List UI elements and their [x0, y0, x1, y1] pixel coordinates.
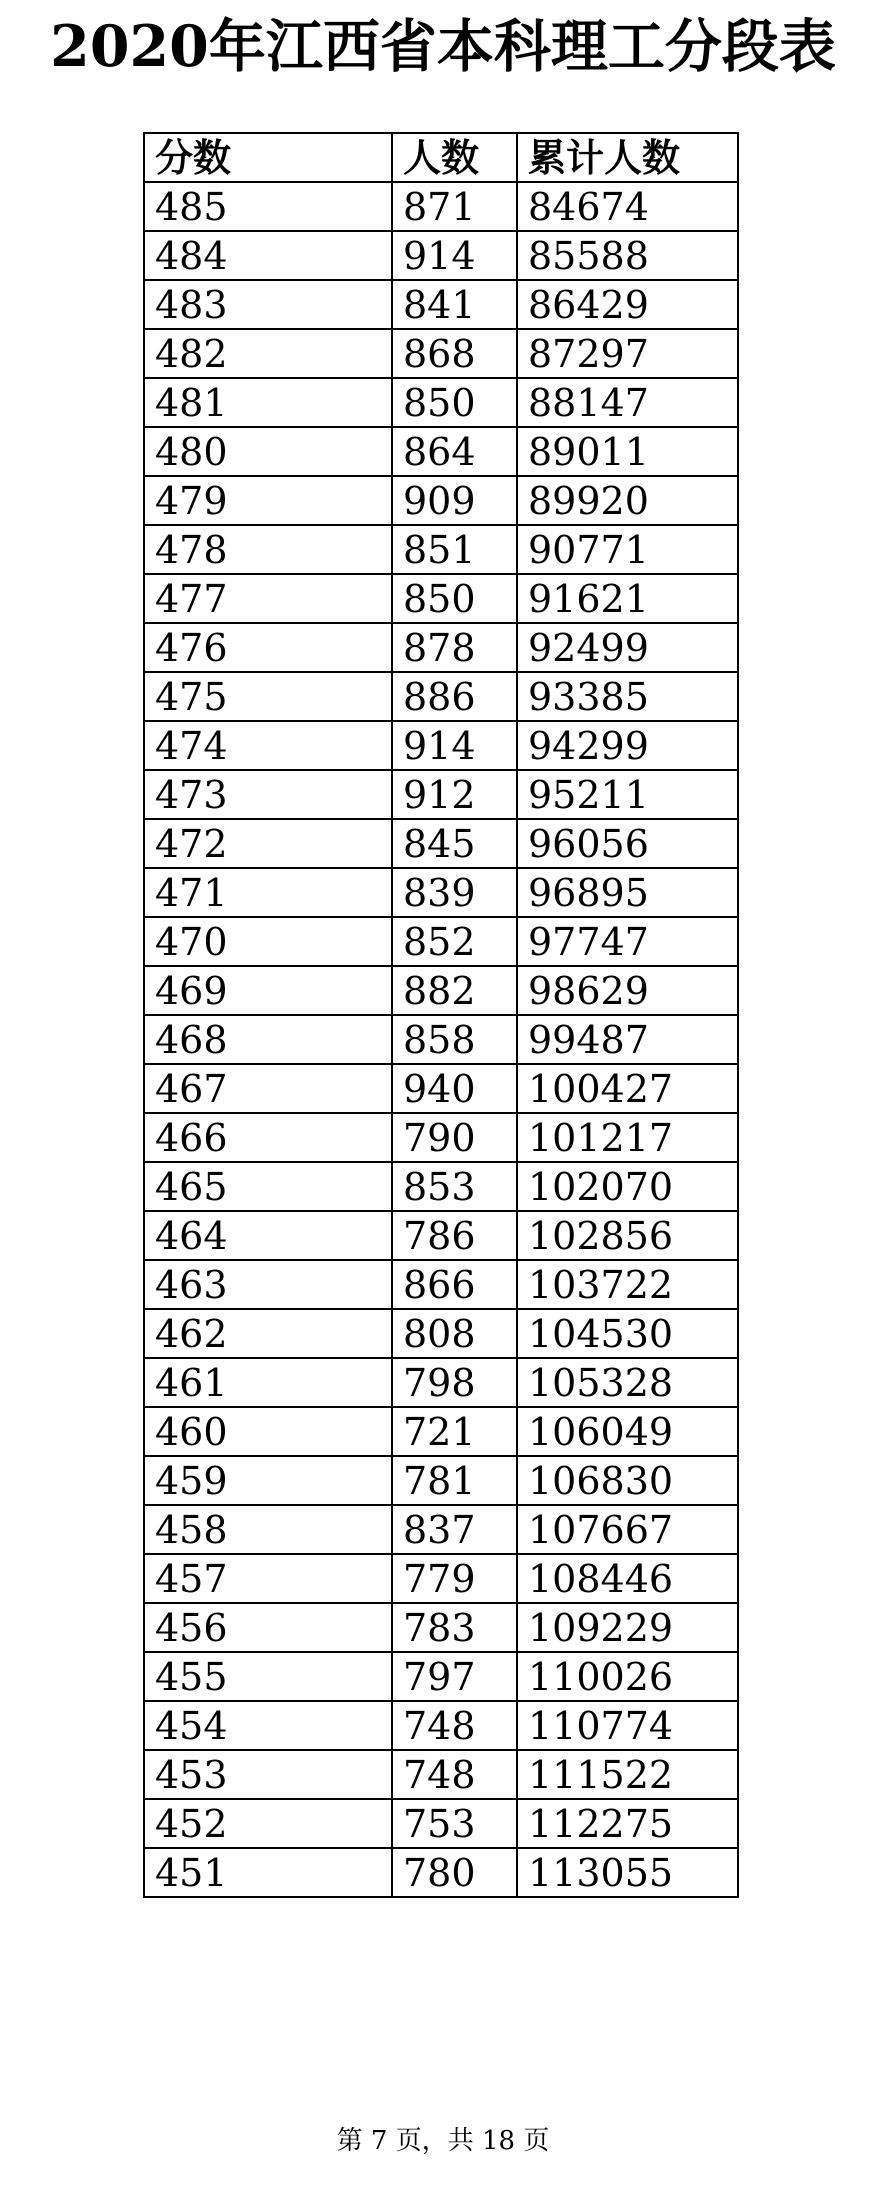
cumulative-count-cell: 86429 [517, 280, 738, 329]
cumulative-count-cell: 92499 [517, 623, 738, 672]
table-row [144, 868, 738, 917]
cumulative-count-cell: 110026 [517, 1652, 738, 1701]
score-cell: 485 [144, 182, 392, 231]
score-cell: 458 [144, 1505, 392, 1554]
cumulative-count-cell: 98629 [517, 966, 738, 1015]
score-cell: 455 [144, 1652, 392, 1701]
score-cell: 477 [144, 574, 392, 623]
score-cell: 463 [144, 1260, 392, 1309]
count-cell: 886 [392, 672, 517, 721]
count-cell: 882 [392, 966, 517, 1015]
cumulative-count-cell: 111522 [517, 1750, 738, 1799]
table-row [144, 1603, 738, 1652]
count-cell: 850 [392, 378, 517, 427]
cumulative-count-cell: 90771 [517, 525, 738, 574]
table-row [144, 917, 738, 966]
table-row [144, 378, 738, 427]
score-cell: 451 [144, 1848, 392, 1897]
table-row [144, 1015, 738, 1064]
cumulative-count-cell: 84674 [517, 182, 738, 231]
table-row [144, 966, 738, 1015]
table-row [144, 1456, 738, 1505]
cumulative-count-cell: 99487 [517, 1015, 738, 1064]
table-row [144, 1211, 738, 1260]
table-row [144, 1554, 738, 1603]
count-cell: 909 [392, 476, 517, 525]
count-cell: 779 [392, 1554, 517, 1603]
count-cell: 858 [392, 1015, 517, 1064]
cumulative-count-cell: 105328 [517, 1358, 738, 1407]
cumulative-count-cell: 106830 [517, 1456, 738, 1505]
count-cell: 837 [392, 1505, 517, 1554]
count-cell: 783 [392, 1603, 517, 1652]
cumulative-count-cell: 100427 [517, 1064, 738, 1113]
score-cell: 476 [144, 623, 392, 672]
table-row [144, 1064, 738, 1113]
cumulative-count-cell: 97747 [517, 917, 738, 966]
count-cell: 839 [392, 868, 517, 917]
score-cell: 452 [144, 1799, 392, 1848]
count-cell: 790 [392, 1113, 517, 1162]
score-cell: 473 [144, 770, 392, 819]
table-row [144, 574, 738, 623]
header-score: 分数 [144, 133, 392, 182]
count-cell: 845 [392, 819, 517, 868]
count-cell: 940 [392, 1064, 517, 1113]
table-row [144, 1799, 738, 1848]
header-count: 人数 [392, 133, 517, 182]
count-cell: 808 [392, 1309, 517, 1358]
score-cell: 483 [144, 280, 392, 329]
table-row [144, 1652, 738, 1701]
table-row [144, 1750, 738, 1799]
cumulative-count-cell: 108446 [517, 1554, 738, 1603]
table-row [144, 231, 738, 280]
score-cell: 472 [144, 819, 392, 868]
table-row [144, 1701, 738, 1750]
count-cell: 841 [392, 280, 517, 329]
cumulative-count-cell: 88147 [517, 378, 738, 427]
table-row [144, 280, 738, 329]
cumulative-count-cell: 93385 [517, 672, 738, 721]
count-cell: 878 [392, 623, 517, 672]
score-cell: 461 [144, 1358, 392, 1407]
count-cell: 780 [392, 1848, 517, 1897]
score-cell: 471 [144, 868, 392, 917]
score-cell: 456 [144, 1603, 392, 1652]
cumulative-count-cell: 89011 [517, 427, 738, 476]
count-cell: 853 [392, 1162, 517, 1211]
score-cell: 454 [144, 1701, 392, 1750]
cumulative-count-cell: 107667 [517, 1505, 738, 1554]
cumulative-count-cell: 85588 [517, 231, 738, 280]
score-cell: 465 [144, 1162, 392, 1211]
table-row [144, 721, 738, 770]
table-body [144, 182, 738, 1897]
cumulative-count-cell: 101217 [517, 1113, 738, 1162]
count-cell: 852 [392, 917, 517, 966]
count-cell: 797 [392, 1652, 517, 1701]
table-row [144, 182, 738, 231]
cumulative-count-cell: 96895 [517, 868, 738, 917]
count-cell: 748 [392, 1701, 517, 1750]
cumulative-count-cell: 96056 [517, 819, 738, 868]
score-cell: 460 [144, 1407, 392, 1456]
cumulative-count-cell: 113055 [517, 1848, 738, 1897]
table-row [144, 623, 738, 672]
score-cell: 468 [144, 1015, 392, 1064]
score-cell: 457 [144, 1554, 392, 1603]
score-distribution-table [143, 132, 739, 1898]
count-cell: 721 [392, 1407, 517, 1456]
score-cell: 480 [144, 427, 392, 476]
score-cell: 467 [144, 1064, 392, 1113]
cumulative-count-cell: 94299 [517, 721, 738, 770]
cumulative-count-cell: 103722 [517, 1260, 738, 1309]
count-cell: 851 [392, 525, 517, 574]
page-title: 2020年江西省本科理工分段表 [50, 13, 836, 80]
score-cell: 482 [144, 329, 392, 378]
cumulative-count-cell: 102856 [517, 1211, 738, 1260]
cumulative-count-cell: 112275 [517, 1799, 738, 1848]
score-cell: 462 [144, 1309, 392, 1358]
count-cell: 798 [392, 1358, 517, 1407]
cumulative-count-cell: 109229 [517, 1603, 738, 1652]
cumulative-count-cell: 95211 [517, 770, 738, 819]
table-row [144, 1162, 738, 1211]
cumulative-count-cell: 89920 [517, 476, 738, 525]
cumulative-count-cell: 87297 [517, 329, 738, 378]
score-cell: 484 [144, 231, 392, 280]
table-row [144, 329, 738, 378]
count-cell: 914 [392, 231, 517, 280]
count-cell: 912 [392, 770, 517, 819]
count-cell: 871 [392, 182, 517, 231]
cumulative-count-cell: 110774 [517, 1701, 738, 1750]
table-row [144, 1260, 738, 1309]
count-cell: 786 [392, 1211, 517, 1260]
score-cell: 470 [144, 917, 392, 966]
table-row [144, 525, 738, 574]
score-cell: 478 [144, 525, 392, 574]
table-row [144, 770, 738, 819]
table-row [144, 427, 738, 476]
count-cell: 864 [392, 427, 517, 476]
score-cell: 464 [144, 1211, 392, 1260]
cumulative-count-cell: 91621 [517, 574, 738, 623]
cumulative-count-cell: 106049 [517, 1407, 738, 1456]
page-footer: 第 7 页，共 18 页 [336, 2126, 550, 2156]
score-cell: 459 [144, 1456, 392, 1505]
header-cumulative-count: 累计人数 [517, 133, 738, 182]
count-cell: 850 [392, 574, 517, 623]
table-row [144, 1407, 738, 1456]
table-row [144, 1848, 738, 1897]
table-row [144, 1358, 738, 1407]
count-cell: 748 [392, 1750, 517, 1799]
cumulative-count-cell: 102070 [517, 1162, 738, 1211]
table-row [144, 1113, 738, 1162]
score-cell: 474 [144, 721, 392, 770]
count-cell: 868 [392, 329, 517, 378]
table-header-row [144, 133, 738, 182]
score-cell: 479 [144, 476, 392, 525]
count-cell: 753 [392, 1799, 517, 1848]
count-cell: 866 [392, 1260, 517, 1309]
score-cell: 475 [144, 672, 392, 721]
table-row [144, 1505, 738, 1554]
table-row [144, 476, 738, 525]
score-cell: 466 [144, 1113, 392, 1162]
table-row [144, 819, 738, 868]
count-cell: 914 [392, 721, 517, 770]
score-cell: 453 [144, 1750, 392, 1799]
cumulative-count-cell: 104530 [517, 1309, 738, 1358]
table-row [144, 672, 738, 721]
count-cell: 781 [392, 1456, 517, 1505]
table-row [144, 1309, 738, 1358]
score-cell: 481 [144, 378, 392, 427]
score-cell: 469 [144, 966, 392, 1015]
